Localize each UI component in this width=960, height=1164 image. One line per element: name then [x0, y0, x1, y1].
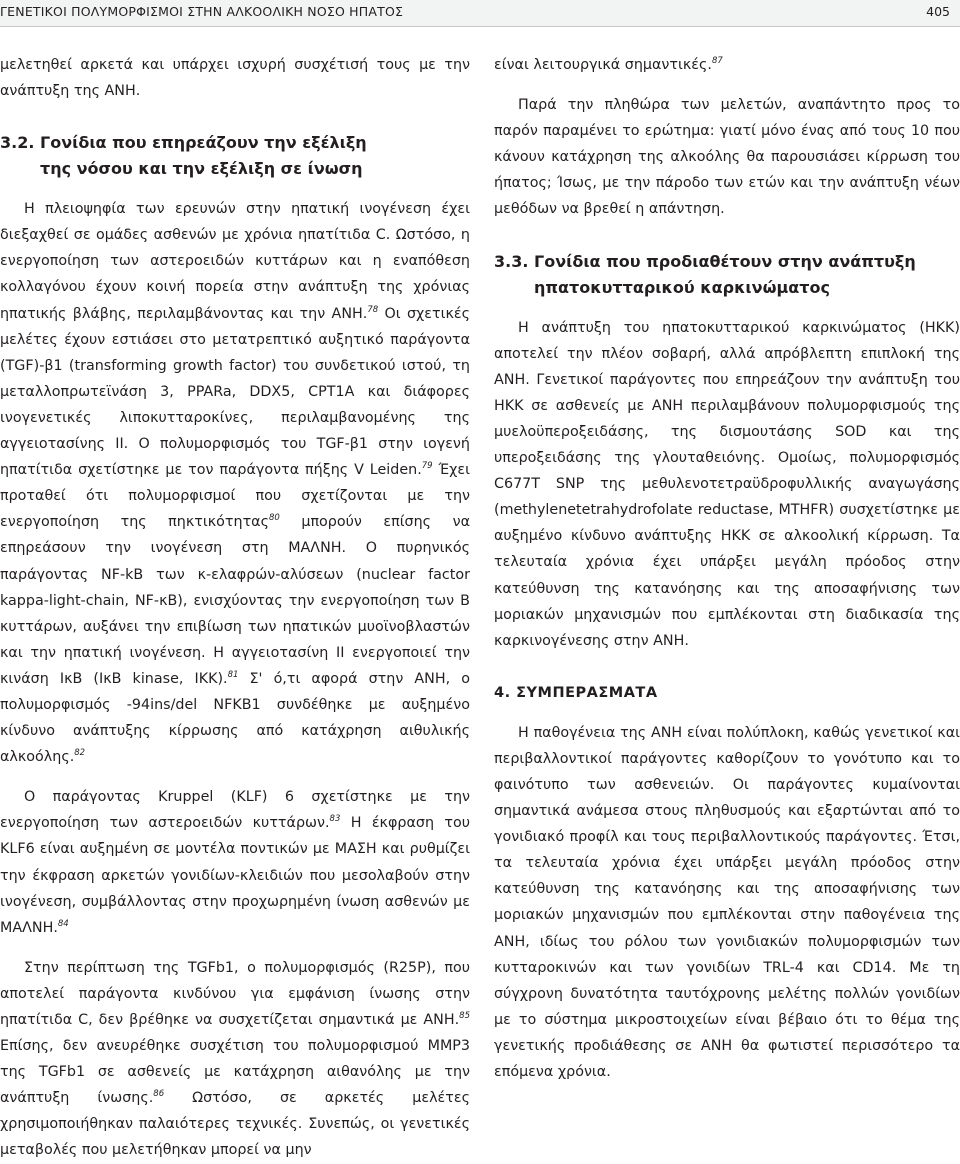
page-number: 405 — [926, 4, 950, 19]
citation-78: 78 — [367, 304, 379, 315]
text-run: Στην περίπτωση της TGFb1, ο πολυμορφισμός (R25P), που αποτελεί παράγοντα κινδύνου για εμφάνιση ίνωσης στην ηπατίτιδα C, δεν βρέθηκε να συσχετίζεται σημαντικά με ΑΝΗ. — [0, 959, 470, 1028]
paragraph-fibrosis-genes — [0, 196, 470, 770]
running-head: ΓΕΝΕΤΙΚΟΙ ΠΟΛΥΜΟΡΦΙΣΜΟΙ ΣΤΗΝ ΑΛΚΟΟΛΙΚΗ ΝΟΣΟ ΗΠΑΤΟΣ — [0, 4, 404, 19]
section-title-line-2: ηπατοκυτταρικού καρκινώματος — [534, 277, 830, 297]
citation-84: 84 — [57, 918, 69, 929]
citation-87: 87 — [711, 56, 723, 67]
text-run: Σ' ό,τι αφορά στην ΑΝΗ, ο πολυμορφισμός -94ins/del NFKB1 συνδέθηκε με αυξημένο κίνδυνο ανάπτυξης κίρρωσης από κατάχρηση αιθυλικής αλκοόλης. — [0, 670, 470, 766]
citation-81: 81 — [227, 670, 239, 681]
paragraph-open-question: Παρά την πληθώρα των μελετών, αναπάντητο προς το παρόν παραμένει το ερώτημα: γιατί μόνο ένας από τους 10 που κάνουν κατάχρηση της αλκοόλης θα παρουσιάσει κίρρωση του ήπατος; Ίσως, με την πάροδο των ετών και την ανάπτυξη νέων μεθόδων να βρεθεί η απάντηση. — [494, 97, 960, 218]
text-run: Ωστόσο, σε αρκετές μελέτες χρησιμοποιήθηκαν παλαιότερες τεχνικές. Συνεπώς, οι γενετικές μεταβολές που μελετήθηκαν μπορεί να μην — [0, 1090, 470, 1159]
section-title-line-1: Γονίδια που προδιαθέτουν στην ανάπτυξη — [534, 251, 916, 271]
text-run: Οι σχετικές μελέτες έχουν εστιάσει στο μετατρεπτικό αυξητικό παράγοντα (TGF)-β1 (transforming growth factor) του συνδετικού ιστού, τη μεταλλοπρωτεϊνάση 3, PPARa, DDX5, CPT1A και διάφορες ινογενετικές λιποκυτταροκίνες, περιλαμβανομένης της αγγειοτασίνης II. Ο πολυμορφισμός του TGF-β1 στην ιογενή ηπατίτιδα σχετίστηκε με τον παράγοντα πήξης V Leiden. — [0, 305, 471, 479]
section-number: 3.2. — [0, 133, 35, 153]
paragraph-conclusions: Η παθογένεια της ΑΝΗ είναι πολύπλοκη, καθώς γενετικοί και περιβαλλοντικοί παράγοντες καθορίζουν το γονότυπο και το φαινότυπο των ασθενειών. Οι παράγοντες κυμαίνονται σημαντικά ανάμεσα στους πληθυσμούς και εξαρτώνται από το γονιδιακό προφίλ και τους περιβαλλοντικούς παράγοντες. Έτσι, τα τελευταία χρόνια έχει υπάρξει μεγάλη πρόοδος στην κατεύθυνση της κατανόησης και της αποσαφήνισης των μοριακών μηχανισμών που εμπλέκονται στην παθογένεια της ΑΝΗ, ιδίως του ρόλου των γονιδιακών πολυμορφισμών των κυτταροκινών και των γονιδίων TRL-4 και CD14. Με τη σύγχρονη δυνατότητα ταυτόχρονης μελέτης πολλών γονιδίων με το σύστημα μικροστοιχείων είναι βέβαιο ότι το θέμα της γενετικής προδιάθεσης σε ΑΝΗ θα φωτιστεί περισσότερο τα επόμενα χρόνια. — [494, 724, 960, 1080]
citation-82: 82 — [74, 748, 86, 759]
citation-83: 83 — [329, 814, 341, 825]
citation-86: 86 — [153, 1089, 165, 1100]
text-run: μπορούν επίσης να επηρεάσουν την ινογένεση στη ΜΑΛΝΗ. Ο πυρηνικός παράγοντας NF-kB των κ-ελαφρών-αλύσεων (nuclear factor kappa-light-chain, NF-κB), ενισχύοντας την ενεργοποίηση των B κυττάρων, αυξάνει την επιβίωση των ηπατικών μυοϊνοβλαστών και την ηπατική ινογένεση. Η αγγειοτασίνη II ενεργοποιεί την κινάση IκB (IκB kinase, IKK). — [0, 514, 470, 687]
running-header-bar — [0, 0, 960, 27]
citation-80: 80 — [269, 513, 280, 524]
section-heading-3-3 — [494, 249, 960, 301]
section-title-line-2: της νόσου και την εξέλιξη σε ίνωση — [40, 159, 363, 179]
citation-85: 85 — [459, 1011, 470, 1022]
left-column — [0, 52, 470, 1164]
section-number: 3.3. — [494, 251, 529, 271]
text-run: Η έκφραση του KLF6 είναι αυξημένη σε μοντέλα ποντικών με ΜΑΣΗ και ρυθμίζει την έκφραση αρκετών γονιδίων-κλειδιών που μεσολαβούν στην ινογένεση, συμβάλλοντας στην προχωρημένη ίνωση ασθενών με ΜΑΛΝΗ. — [0, 815, 470, 936]
paragraph-klf6 — [0, 784, 470, 941]
text-run: είναι λειτουργικά σημαντικές. — [494, 57, 712, 73]
right-column — [494, 52, 960, 1085]
paragraph-continuation — [494, 52, 960, 78]
section-title-line-1: Γονίδια που επηρεάζουν την εξέλιξη — [40, 133, 367, 153]
text-run: Επίσης, δεν ανευρέθηκε συσχέτιση του πολυμορφισμού MMP3 της TGFb1 σε ασθενείς με κατάχρηση αιθανόλης με την ανάπτυξη ίνωσης. — [0, 1038, 470, 1107]
paragraph-tgfb1 — [0, 955, 470, 1164]
paragraph-continuation: μελετηθεί αρκετά και υπάρχει ισχυρή συσχέτισή τους με την ανάπτυξη της ΑΝΗ. — [0, 57, 470, 100]
section-heading-conclusions: 4. ΣΥΜΠΕΡΑΣΜΑΤΑ — [494, 684, 658, 701]
text-run: Η πλειοψηφία των ερευνών στην ηπατική ινογένεση έχει διεξαχθεί σε ομάδες ασθενών με χρόνια ηπατίτιδα C. Ωστόσο, η ενεργοποίηση των αστεροειδών κυττάρων και η εναπόθεση κολλαγόνου έχουν κοινή πορεία στην ανάπτυξη της χρόνιας ηπατικής βλάβης, περιλαμβάνοντας και την ΑΝΗ. — [0, 201, 470, 322]
text-run: Έχει προταθεί ότι πολυμορφισμοί που σχετίζονται με την ενεργοποίηση της πηκτικότητας — [0, 462, 470, 531]
citation-79: 79 — [421, 461, 433, 472]
text-run: Ο παράγοντας Kruppel (KLF) 6 σχετίστηκε με την ενεργοποίηση των αστεροειδών κυττάρων. — [0, 789, 470, 832]
section-heading-3-2 — [0, 130, 470, 182]
paragraph-hcc: Η ανάπτυξη του ηπατοκυτταρικού καρκινώματος (ΗΚΚ) αποτελεί την πλέον σοβαρή, αλλά απρόβλεπτη επιπλοκή της ΑΝΗ. Γενετικοί παράγοντες που επηρεάζουν την ανάπτυξη του ΗΚΚ σε ασθενείς με ΑΝΗ περιλαμβάνουν πολυμορφισμούς της μυελοϋπεροξειδάσης, της δισμουτάσης SOD και της υπεροξειδάσης της γλουταθειόνης. Ομοίως, πολυμορφισμός C677T SNP της μεθυλενοτετραϋδροφυλλικής αναγωγάσης (methylenetetrahydrofolate reductase, MTHFR) συσχετίστηκε με αυξημένο κίνδυνο ανάπτυξης ΗΚΚ σε αλκοολική κίρρωση. Τα τελευταία χρόνια έχει υπάρξει μεγάλη πρόοδος στην κατεύθυνση της κατανόησης και της αποσαφήνισης των μοριακών μηχανισμών που εμπλέκονται στη διαδικασία της καρκινογένεσης στην ΑΝΗ. — [494, 319, 960, 649]
